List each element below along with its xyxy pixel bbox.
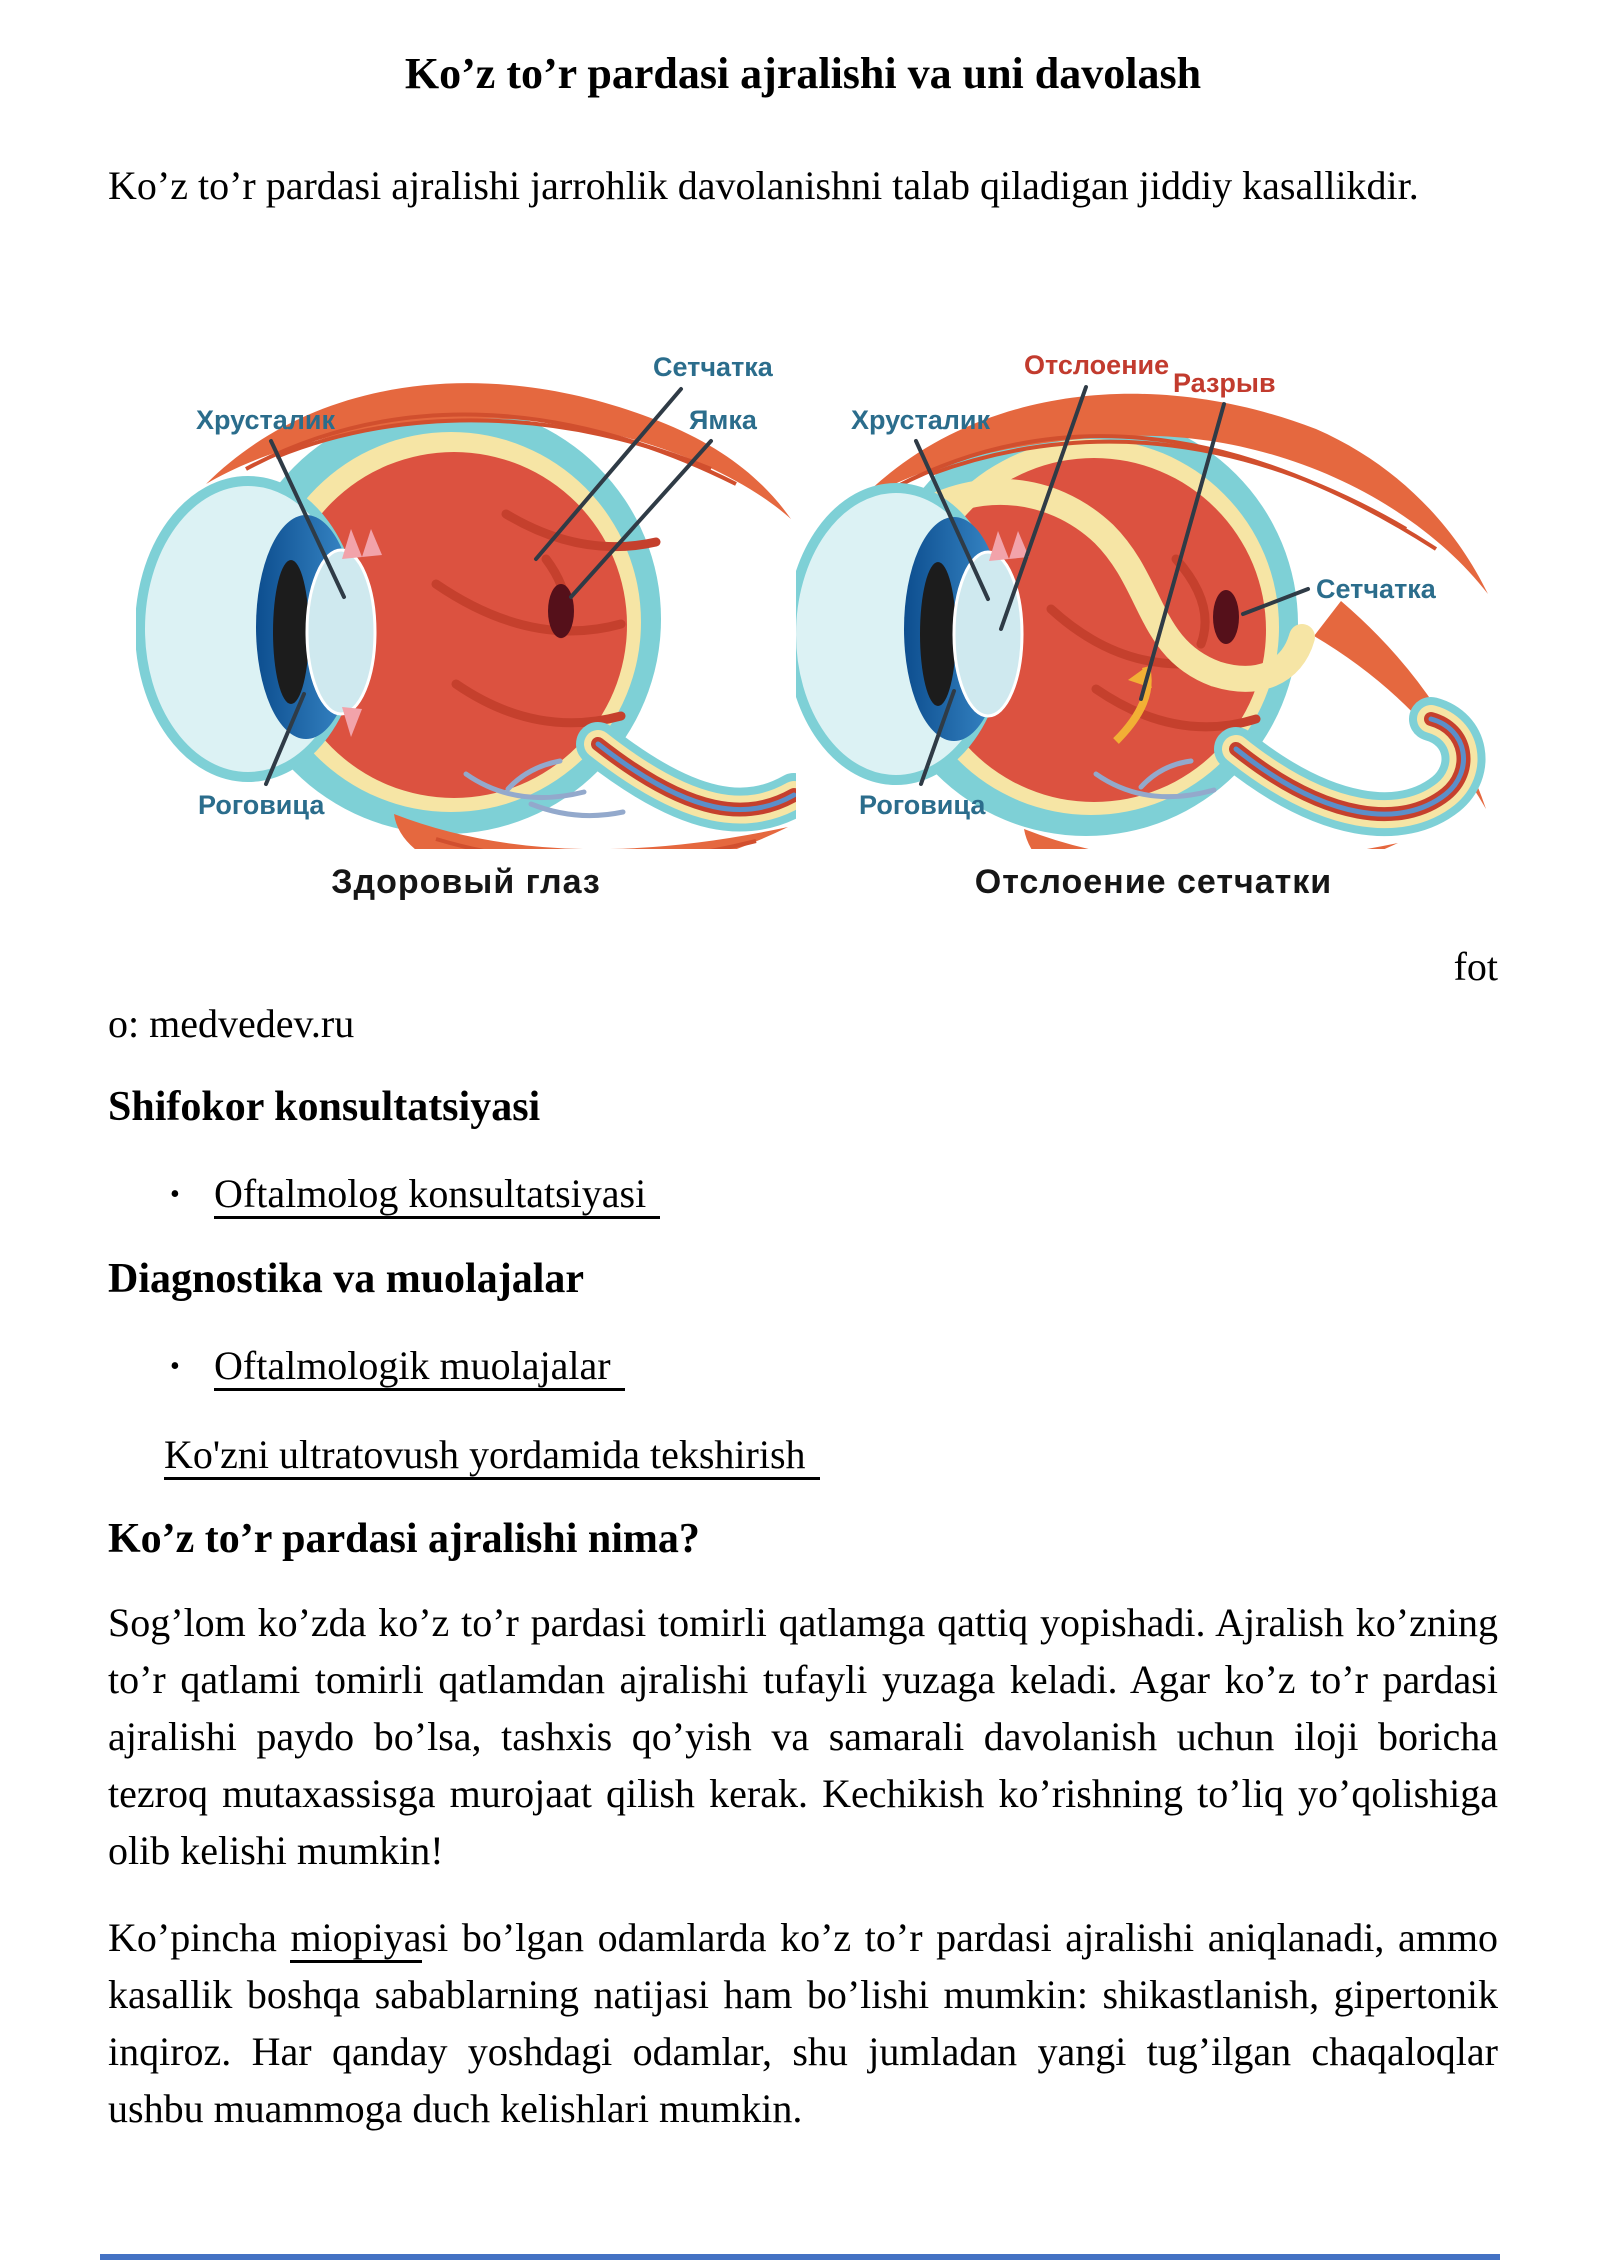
photo-credit-line2: o: medvedev.ru (108, 1001, 355, 1046)
ultrasound-exam-link[interactable]: Ko'zni ultratovush yordamida tekshirish (164, 1432, 820, 1480)
list-item-oftalmologik (170, 1337, 1498, 1396)
label-lens-right: Хрусталик (851, 405, 991, 435)
label-lens-left: Хрусталик (196, 405, 336, 435)
miopiya-link[interactable]: miopiya (290, 1915, 421, 1963)
body-paragraph-2 (108, 1909, 1498, 2137)
detached-retina-illustration (796, 229, 1511, 849)
detached-retina-diagram (796, 229, 1511, 902)
bottom-blue-rule (100, 2254, 1500, 2260)
what-is-heading: Ko’z to’r pardasi ajralishi nima? (108, 1516, 700, 1562)
label-cornea-left: Роговица (198, 790, 325, 820)
paragraph-text: si bo’lgan odamlarda ko’z to’r pardasi ajralishi aniqlanadi, ammo kasallik boshqa sabablarning natijasi ham bo’lishi mumkin: shikastlanish, gipertonik inqiroz. Har qanday yoshdagi odamlar, shu jumladan yangi tug’ilgan chaqaloqlar ushbu muammoga duch kelishlari mumkin. (108, 1915, 1498, 2131)
label-tear: Разрыв (1173, 368, 1276, 398)
photo-credit-line1: fot (1453, 944, 1498, 989)
oftalmolog-consultation-link[interactable]: Oftalmolog konsultatsiyasi (214, 1171, 660, 1219)
bullet-icon: • (170, 1179, 180, 1210)
label-fovea-left: Ямка (689, 405, 757, 435)
label-retina-left: Сетчатка (653, 352, 773, 382)
detached-retina-caption: Отслоение сетчатки (974, 863, 1333, 901)
label-cornea-right: Роговица (859, 790, 986, 820)
healthy-eye-caption: Здоровый глаз (331, 863, 601, 901)
oftalmologik-procedures-link[interactable]: Oftalmologik muolajalar (214, 1343, 625, 1391)
list-item-oftalmolog (170, 1165, 1498, 1224)
healthy-eye-diagram (136, 229, 796, 902)
body-paragraph-1: Sog’lom ko’zda ko’z to’r pardasi tomirli qatlamga qattiq yopishadi. Ajralish ko’zning to’r qatlami tomirli qatlamdan ajralishi tufayli yuzaga keladi. Agar ko’z to’r pardasi ajralishi paydo bo’lsa, tashxis qo’yish va samarali davolanish uchun iloji boricha tezroq mutaxassisga murojaat qilish kerak. Kechikish ko’rishning to’liq yo’qolishiga olib kelishi mumkin! (108, 1600, 1498, 1873)
healthy-eye-illustration (136, 229, 796, 849)
photo-credit (108, 938, 1498, 1052)
ultrasound-link-row (164, 1426, 1498, 1484)
label-retina-right: Сетчатка (1316, 574, 1436, 604)
paragraph-text: Ko’pincha (108, 1915, 291, 1960)
diagnostics-heading: Diagnostika va muolajalar (108, 1256, 585, 1302)
label-detachment: Отслоение (1024, 350, 1170, 380)
eye-diagrams-figure (136, 229, 1498, 902)
page-title: Ko’z to’r pardasi ajralishi va uni davolash (404, 49, 1202, 98)
bullet-icon: • (170, 1351, 180, 1382)
intro-paragraph: Ko’z to’r pardasi ajralishi jarrohlik davolanishni talab qiladigan jiddiy kasallikdir. (108, 163, 1419, 208)
consultation-heading: Shifokor konsultatsiyasi (108, 1084, 541, 1130)
